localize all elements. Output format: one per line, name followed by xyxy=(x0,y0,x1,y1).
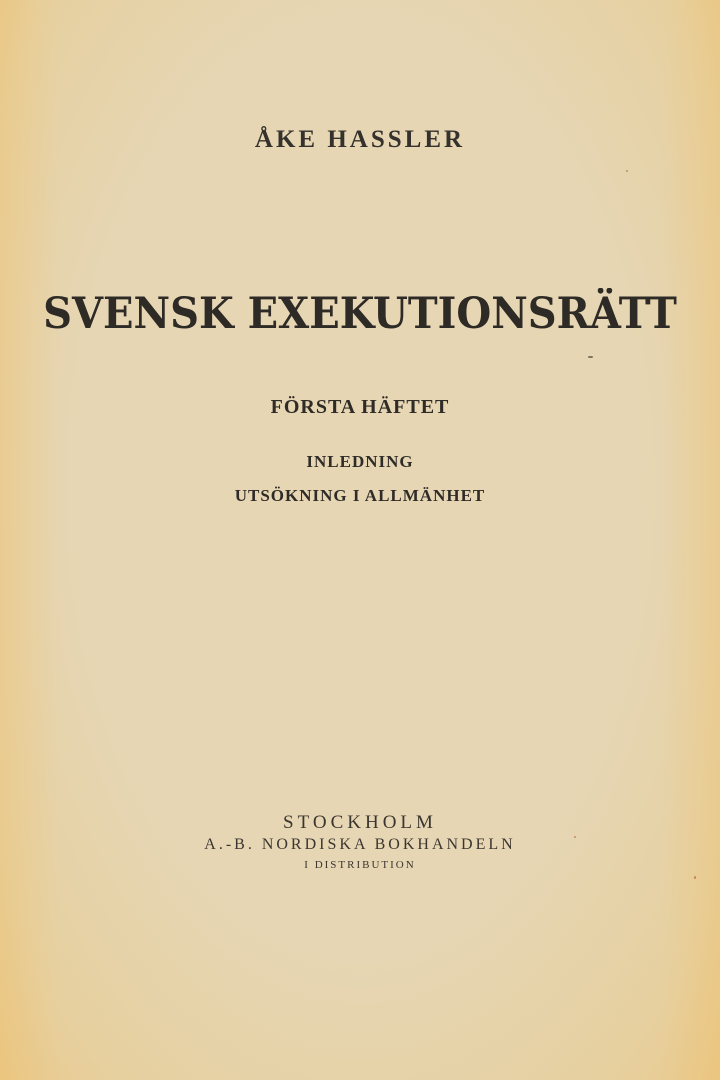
distribution-note: I DISTRIBUTION xyxy=(304,859,416,871)
paper-speck xyxy=(626,170,628,172)
paper-speck xyxy=(694,876,696,879)
book-title: SVENSK EXEKUTIONSRÄTT xyxy=(43,288,677,339)
subtitle-general: UTSÖKNING I ALLMÄNHET xyxy=(234,486,486,505)
paper-speck xyxy=(574,836,576,838)
subtitle-introduction: INLEDNING xyxy=(306,452,414,471)
author-name: ÅKE HASSLER xyxy=(254,126,466,153)
paper-speck xyxy=(588,356,593,358)
publication-city: STOCKHOLM xyxy=(283,812,437,833)
publisher-name: A.-B. NORDISKA BOKHANDELN xyxy=(204,836,516,853)
volume-part: FÖRSTA HÄFTET xyxy=(270,396,450,418)
